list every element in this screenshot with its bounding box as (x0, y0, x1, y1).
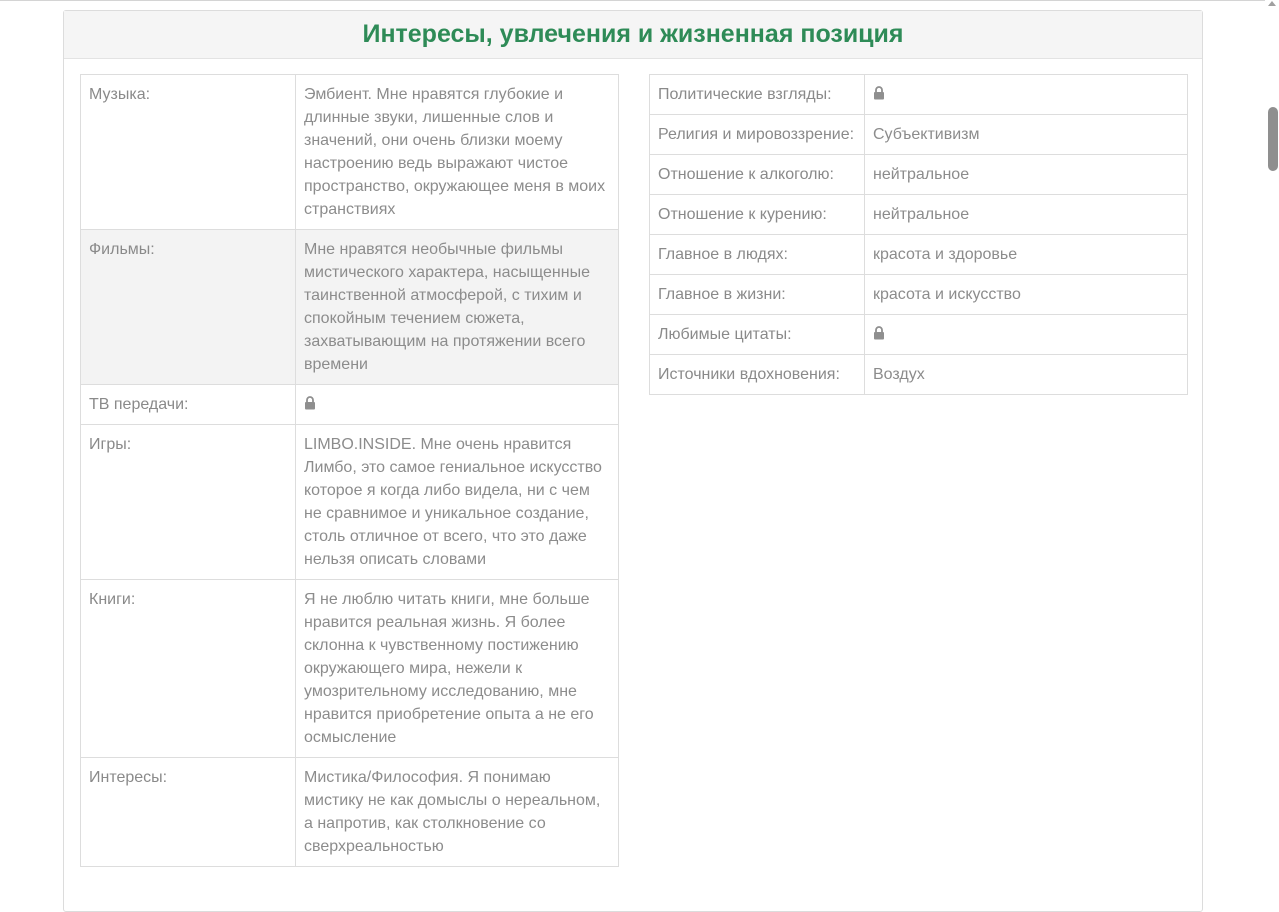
row-label: Фильмы: (81, 230, 296, 385)
table-row (650, 155, 1188, 195)
row-label: Интересы: (81, 758, 296, 867)
row-value: Воздух (865, 355, 1188, 395)
row-value: Субъективизм (865, 115, 1188, 155)
row-label: Отношение к алкоголю: (650, 155, 865, 195)
table-row (81, 758, 619, 867)
row-value: нейтральное (865, 155, 1188, 195)
row-label: Музыка: (81, 75, 296, 230)
table-row (650, 75, 1188, 115)
scroll-up-arrow-icon[interactable] (1268, 1, 1276, 6)
table-row (650, 355, 1188, 395)
interests-table (80, 74, 619, 867)
interests-panel (63, 10, 1203, 912)
row-label: ТВ передачи: (81, 385, 296, 425)
table-row (81, 230, 619, 385)
table-row (650, 235, 1188, 275)
row-value-locked (296, 385, 619, 425)
row-value: нейтральное (865, 195, 1188, 235)
row-value-locked (865, 315, 1188, 355)
table-row (81, 385, 619, 425)
table-row (81, 580, 619, 758)
row-value: LIMBO.INSIDE. Мне очень нравится Лимбо, это самое гениальное искусство которое я когда либо видела, ни с чем не сравнимое и уникальное создание, столь отличное от всего, что это даже нельзя описать словами (296, 425, 619, 580)
table-row (650, 195, 1188, 235)
row-label: Источники вдохновения: (650, 355, 865, 395)
scrollbar-thumb[interactable] (1268, 107, 1278, 171)
row-value: Мне нравятся необычные фильмы мистического характера, насыщенные таинственной атмосферой, с тихим и спокойным течением сюжета, захватывающим на протяжении всего времени (296, 230, 619, 385)
row-value-locked (865, 75, 1188, 115)
row-label: Игры: (81, 425, 296, 580)
row-value: красота и искусство (865, 275, 1188, 315)
table-row (81, 425, 619, 580)
table-row (650, 115, 1188, 155)
table-row (650, 315, 1188, 355)
row-value: Эмбиент. Мне нравятся глубокие и длинные звуки, лишенные слов и значений, они очень близки моему настроению ведь выражают чистое пространство, окружающее меня в моих странствиях (296, 75, 619, 230)
lock-icon (304, 396, 316, 410)
row-value: Мистика/Философия. Я понимаю мистику не как домыслы о нереальном, а напротив, как столкновение со сверхреальностью (296, 758, 619, 867)
lock-icon (873, 326, 885, 340)
row-value: красота и здоровье (865, 235, 1188, 275)
row-label: Отношение к курению: (650, 195, 865, 235)
table-row (81, 75, 619, 230)
lock-icon (873, 86, 885, 100)
table-row (650, 275, 1188, 315)
row-label: Религия и мировоззрение: (650, 115, 865, 155)
row-label: Любимые цитаты: (650, 315, 865, 355)
row-label: Главное в жизни: (650, 275, 865, 315)
row-label: Политические взгляды: (650, 75, 865, 115)
page-scrollbar[interactable] (1265, 0, 1279, 864)
row-label: Книги: (81, 580, 296, 758)
row-value: Я не люблю читать книги, мне больше нравится реальная жизнь. Я более склонна к чувственному постижению окружающего мира, нежели к умозрительному исследованию, мне нравится приобретение опыта а не его осмысление (296, 580, 619, 758)
top-divider (0, 0, 1279, 1)
row-label: Главное в людях: (650, 235, 865, 275)
section-title: Интересы, увлечения и жизненная позиция (64, 11, 1202, 59)
life-position-table (649, 74, 1188, 395)
